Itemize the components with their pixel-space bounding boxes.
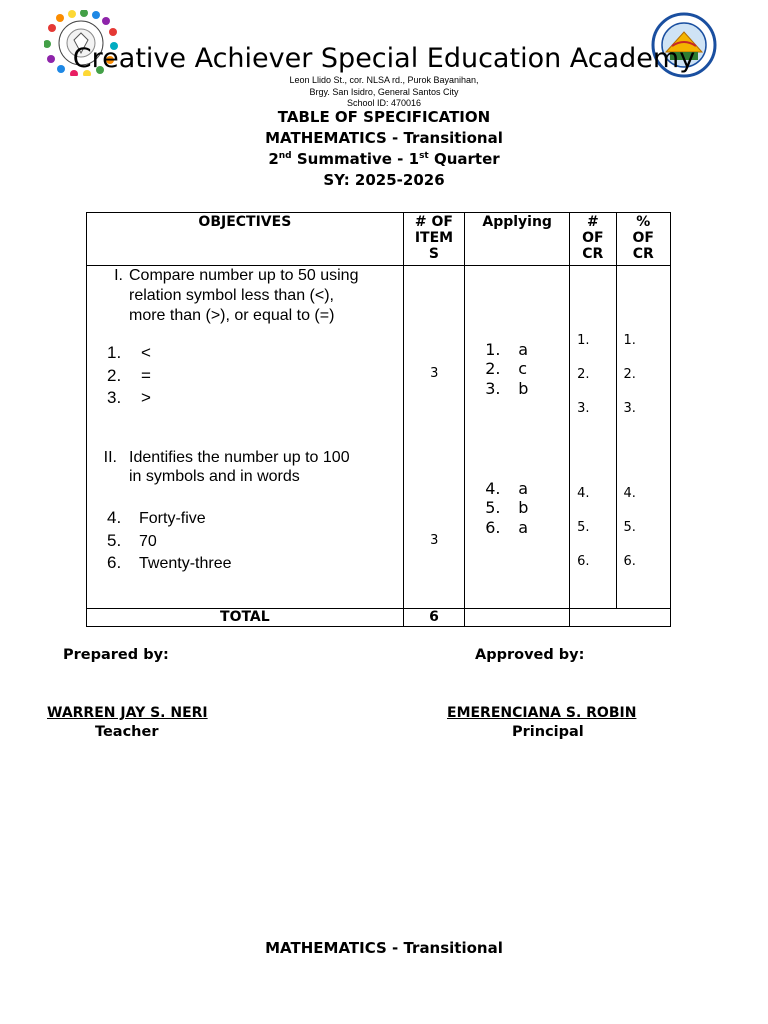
table-header-row	[87, 213, 671, 266]
answer-number: 5.	[485, 498, 501, 517]
percent-of-cr-header: % OF CR	[616, 213, 671, 266]
objective-numeral: II.	[103, 449, 117, 466]
total-label: TOTAL	[87, 609, 404, 627]
answer-key: a	[518, 518, 529, 537]
answer-number: 2.	[485, 359, 501, 378]
total-cr	[570, 609, 671, 627]
cr-percent: 6.	[623, 554, 636, 569]
address-line-1: Leon Llido St., cor. NLSA rd., Purok Bayanihan,	[289, 75, 479, 85]
answer-number: 6.	[485, 518, 501, 537]
cr-percent: 4.	[623, 486, 636, 501]
approved-by-label: Approved by:	[475, 647, 585, 663]
teacher-role: Teacher	[95, 724, 159, 740]
choice-number: 4.	[107, 508, 122, 527]
cr-percent: 3.	[623, 401, 636, 416]
answer-key: a	[518, 479, 529, 498]
objectives-header: OBJECTIVES	[87, 213, 404, 266]
applying-cell	[465, 266, 570, 609]
school-id: School ID: 470016	[346, 98, 422, 108]
cr-percent: 2.	[623, 367, 636, 382]
number-of-cr-cell	[570, 266, 616, 609]
cr-number: 6.	[577, 554, 590, 569]
objective-text-line: relation symbol less than (<),	[129, 287, 334, 304]
answer-key: b	[518, 498, 529, 517]
cr-number: 4.	[577, 486, 590, 501]
choice-number: 6.	[107, 553, 122, 572]
school-year: SY: 2025-2026	[323, 171, 445, 189]
choice-text: Forty-five	[139, 510, 206, 527]
objective-text-line: Compare number up to 50 using	[129, 267, 359, 284]
objective-numeral: I.	[114, 267, 123, 284]
percent-of-cr-cell	[616, 266, 671, 609]
cr-number: 5.	[577, 520, 590, 535]
item-count: 3	[430, 366, 439, 381]
choice-text: Twenty-three	[139, 555, 232, 572]
choice-text: 70	[139, 533, 157, 550]
school-name: Creative Achiever Special Education Academy	[72, 43, 696, 74]
cr-number: 1.	[577, 333, 590, 348]
answer-number: 4.	[485, 479, 501, 498]
table-row	[87, 266, 671, 609]
document-title: TABLE OF SPECIFICATION	[277, 108, 491, 126]
choice-text: =	[141, 366, 151, 385]
cr-percent: 1.	[623, 333, 636, 348]
total-row	[87, 609, 671, 627]
items-cell	[403, 266, 465, 609]
cr-number: 3.	[577, 401, 590, 416]
total-items: 6	[403, 609, 465, 627]
objective-text-line: Identifies the number up to 100	[129, 449, 350, 466]
objectives-cell	[87, 266, 404, 609]
cr-percent: 5.	[623, 520, 636, 535]
choice-text: >	[141, 388, 151, 407]
specification-table	[86, 212, 671, 627]
number-of-cr-header: # OF CR	[570, 213, 616, 266]
answer-number: 1.	[485, 340, 501, 359]
cr-number: 2.	[577, 367, 590, 382]
subject-title: MATHEMATICS - Transitional	[265, 129, 503, 147]
applying-header: Applying	[465, 213, 570, 266]
items-header: # OF ITEM S	[403, 213, 465, 266]
objective-text-line: more than (>), or equal to (=)	[129, 307, 335, 324]
answer-key: b	[518, 379, 529, 398]
choice-number: 2.	[107, 366, 122, 385]
item-count: 3	[430, 533, 439, 548]
objective-text-line: in symbols and in words	[129, 468, 300, 485]
teacher-name: WARREN JAY S. NERI	[47, 705, 208, 721]
choice-text: <	[141, 343, 151, 362]
address-line-2: Brgy. San Isidro, General Santos City	[309, 87, 459, 97]
choice-number: 5.	[107, 531, 122, 550]
choice-number: 1.	[107, 343, 122, 362]
answer-key: a	[518, 340, 529, 359]
prepared-by-label: Prepared by:	[63, 647, 169, 663]
choice-number: 3.	[107, 388, 122, 407]
answer-number: 3.	[485, 379, 501, 398]
principal-name: EMERENCIANA S. ROBIN	[447, 705, 637, 721]
principal-role: Principal	[512, 724, 584, 740]
footer-subject: MATHEMATICS - Transitional	[265, 939, 503, 957]
summative-title: 2nd Summative - 1st Quarter	[268, 150, 500, 168]
answer-key: c	[518, 359, 528, 378]
total-applying	[465, 609, 570, 627]
